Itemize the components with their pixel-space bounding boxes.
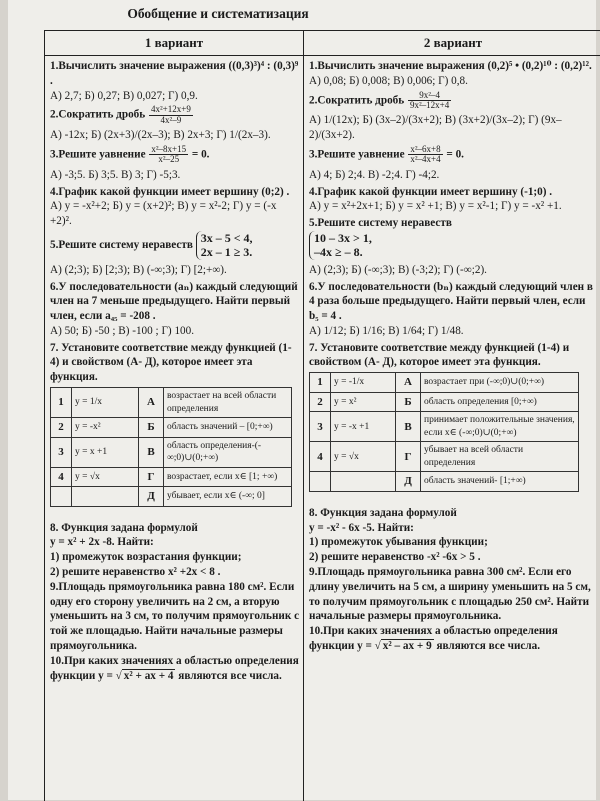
v2-question-4: 4.График какой функции имеет вершину (-1;0) .: [309, 185, 553, 198]
v1-function-8: y = x² + 2x -8. Найти:: [50, 536, 154, 549]
variant-2-header: 2 вариант: [423, 35, 483, 50]
v2-task-8a: 1) промежуток убывания функции;: [309, 536, 488, 549]
table-row: 3 y = -x +1 В принимает положительные значения, если x∈ (-∞;0)∪(0;+∞): [310, 412, 579, 442]
table-row: 2 y = x² Б область определения [0;+∞): [310, 392, 579, 412]
v1-question-6: 6.У последовательности (aₙ) каждый следующий член на 7 меньше предыдущего. Найти первый член, если a₄₅ = -208 .: [50, 280, 298, 323]
v2-answers-3: А) 4; Б) 2;4. В) -2;4. Г) -4;2.: [309, 168, 440, 181]
v2-answers-6: А) 1/12; Б) 1/16; В) 1/64; Г) 1/48.: [309, 324, 464, 337]
v1-answers-4: А) y = -x²+2; Б) y = (x+2)²; В) y = x²-2; Г) y = (-x +2)².: [50, 200, 277, 228]
table-row: 4 y = √x Г возрастает, если x∈ [1; +∞): [51, 467, 292, 487]
v1-question-10: 10.При каких значениях a областью определения функции y = √ x² + ax + 4 являются все числа.: [50, 654, 299, 682]
v1-task-8a: 1) промежуток возрастания функции;: [50, 551, 242, 564]
v1-answers-6: А) 50; Б) -50 ; В) -100 ; Г) 100.: [50, 324, 195, 337]
v2-matching-table: [309, 372, 579, 492]
v2-question-6: 6.У последовательности (bₙ) каждый следующий член в 4 раза больше предыдущего. Найти первый член, если b₅ = 4 .: [309, 280, 593, 323]
v2-task-8b: 2) решите неравенство -x² -6x > 5 .: [309, 551, 481, 564]
v1-answers-5: А) (2;3); Б) [2;3); В) (-∞;3); Г) [2;+∞).: [50, 263, 227, 276]
page-title: Обобщение и систематизация: [127, 6, 309, 21]
variant-1-column: [50, 59, 300, 683]
v2-answers-1: А) 0,08; Б) 0,008; В) 0,006; Г) 0,8.: [309, 74, 468, 87]
table-row: 1 y = -1/x А возрастает при (-∞;0)∪(0;+∞): [310, 373, 579, 393]
v2-answers-4: А) y = x²+2x+1; Б) y = x² +1; В) y = x²-1; Г) y = -x² +1.: [309, 200, 562, 213]
variant-1-header: 1 вариант: [144, 35, 204, 50]
header-divider: [45, 55, 600, 56]
v2-question-9: 9.Площадь прямоугольника равна 300 см². Если его длину увеличить на 5 см, а ширину уменьшить на 5 см, то получим прямоугольник с площадью 250 см². Найти начальные размеры прямоугольника.: [309, 566, 591, 623]
v1-matching-table: [50, 387, 292, 507]
v1-task-8b: 2) решите неравенство x² +2x < 8 .: [50, 566, 221, 579]
v2-question-7: 7. Установите соответствие между функцией (1-4) и свойством (А- Д), которое имеет эта функция.: [309, 341, 570, 369]
v2-question-10: 10.При каких значениях a областью определения функции y = √ x² – ax + 9 являются все числа.: [309, 625, 558, 652]
v1-answers-2: А) -12x; Б) (2x+3)/(2x–3); В) 2x+3; Г) 1/(2x–3).: [50, 129, 271, 142]
v1-question-1: 1.Вычислить значение выражения ((0,3)³)⁴ : (0,3)⁹ .: [50, 60, 299, 87]
v2-question-5: 5.Решите систему неравеств: [309, 217, 452, 230]
v2-question-2: 2.Сократить дробь $\frac{\text{9x²–4}}{\text{9x²–12x+4}}$: [309, 89, 450, 110]
v1-system-5: 3x – 5 < 4, 2x – 1 ≥ 3.: [196, 231, 253, 260]
v2-question-1: 1.Вычислить значение выражения (0,2)⁵ • (0,2)¹⁰ : (0,2)¹².: [309, 60, 592, 72]
v2-answers-2: А) 1/(12x); Б) (3x–2)/(3x+2); В) (3x+2)/(3x–2); Г) (9x–2)/(3x+2).: [309, 114, 562, 142]
v2-question-3: 3.Решите уавнение $\frac{\text{x²–6x+8}}{\text{x²–4x+4}}$ = 0.: [309, 144, 464, 165]
column-divider: [303, 31, 304, 801]
worksheet: [8, 0, 596, 800]
v2-fraction-2: $\frac{\text{9x²–4}}{\text{9x²–12x+4}}$: [409, 89, 450, 110]
table-row: Д область значений- [1;+∞): [310, 472, 579, 492]
v1-answers-1: А) 2,7; Б) 0,27; В) 0,027; Г) 0,9.: [50, 89, 198, 102]
variant-2-column: [309, 59, 597, 654]
v2-answers-5: А) (2;3); Б) (-∞;3); В) (-3;2); Г) (-∞;2).: [309, 263, 487, 276]
table-row: 1 y = 1/x А возрастает на всей области определения: [51, 388, 292, 418]
table-row: 4 y = √x Г убывает на всей области определения: [310, 442, 579, 472]
v1-question-5: 5.Решите систему неравеств 3x – 5 < 4, 2x – 1 ≥ 3.: [50, 231, 253, 260]
variants-table: [44, 30, 600, 801]
table-row: 3 y = x +1 В область определения-(-∞;0)∪(0;+∞): [51, 437, 292, 467]
table-row: Д убывает, если x∈ (-∞; 0]: [51, 487, 292, 507]
v1-fraction-3: $\frac{\text{x²–8x+15}}{\text{x²–25}}$: [151, 144, 187, 165]
v1-question-9: 9.Площадь прямоугольника равна 180 см². Если одну его сторону увеличить на 2 см, а вторую уменьшить на 3 см, то получим прямоугольник с той же площадью. Найти начальные размеры прямоугольника.: [50, 580, 300, 652]
v2-system-5: 10 – 3x > 1, –4x ≥ – 8.: [309, 231, 372, 260]
v1-answers-3: А) -3;5. Б) 3;5. В) 3; Г) -5;3.: [50, 168, 181, 181]
v1-question-8: 8. Функция задана формулой: [50, 521, 198, 534]
v1-question-2: 2.Сократить дробь $\frac{\text{4x²+12x+9}}{\text{4x²–9}}$: [50, 104, 191, 125]
table-row: 2 y = -x² Б область значений – [0;+∞): [51, 418, 292, 438]
v1-question-3: 3.Решите уавнение $\frac{\text{x²–8x+15}}{\text{x²–25}}$ = 0.: [50, 144, 210, 165]
v2-fraction-3: $\frac{\text{x²–6x+8}}{\text{x²–4x+4}}$: [410, 144, 441, 165]
v1-question-4: 4.График какой функции имеет вершину (0;2) .: [50, 185, 290, 198]
v1-fraction-2: $\frac{\text{4x²+12x+9}}{\text{4x²–9}}$: [150, 104, 191, 125]
v2-function-8: y = -x² - 6x -5. Найти:: [309, 521, 414, 534]
v2-question-8: 8. Функция задана формулой: [309, 506, 457, 519]
v1-question-7: 7. Установите соответствие между функцией (1-4) и свойством (А- Д), которое имеет эта функция.: [50, 341, 292, 384]
